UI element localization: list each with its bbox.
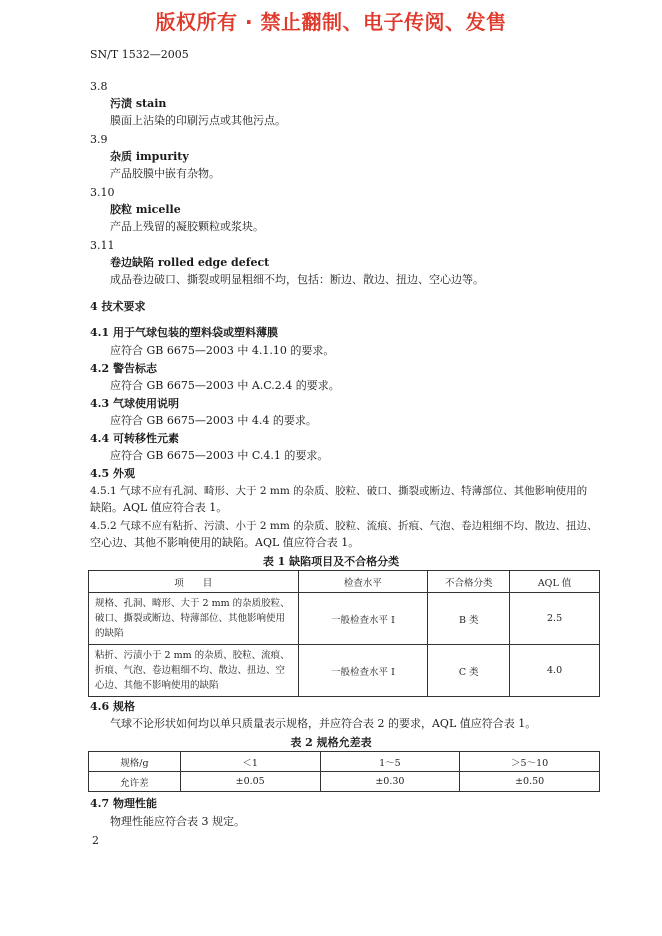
table-cell: 一般检查水平 I — [298, 593, 428, 645]
table2-caption: 表 2 规格允差表 — [290, 736, 372, 749]
term-definition: 产品上残留的凝胶颗粒或浆块。 — [110, 220, 264, 233]
clause-body: 缺陷。AQL 值应符合表 1。 — [90, 501, 228, 514]
term-definition: 膜面上沾染的印刷污点或其他污点。 — [110, 114, 286, 127]
section-heading: 4 技术要求 — [90, 300, 146, 313]
table-cell: B 类 — [428, 593, 510, 645]
table-cell: 2.5 — [510, 593, 600, 645]
term-number: 3.11 — [90, 239, 115, 252]
term-definition: 产品胶膜中嵌有杂物。 — [110, 167, 220, 180]
tolerance-table — [88, 751, 600, 792]
table-row — [89, 772, 600, 792]
table-cell: ±0.30 — [320, 772, 460, 792]
table-cell: 4.0 — [510, 645, 600, 697]
clause-body: 4.5.2 气球不应有粘折、污渍、小于 2 mm 的杂质、胶粒、流痕、折痕、气泡、卷边粗细不均、散边、扭边、 — [90, 520, 598, 532]
table-row — [89, 645, 600, 697]
table-cell: 一般检查水平 I — [298, 645, 428, 697]
table-row — [89, 593, 600, 645]
clause-body: 应符合 GB 6675—2003 中 4.4 的要求。 — [110, 414, 317, 427]
table-cell: 允许差 — [89, 772, 181, 792]
table-cell: 规格、孔洞、畸形、大于 2 mm 的杂质胶粒、破口、撕裂或断边、特薄部位、其他影响使用的缺陷 — [89, 593, 299, 645]
table-cell: ±0.50 — [460, 772, 600, 792]
table-cell: C 类 — [428, 645, 510, 697]
table1-caption: 表 1 缺陷项目及不合格分类 — [262, 555, 400, 568]
term-title: 卷边缺陷 rolled edge defect — [110, 256, 270, 269]
table-header: 规格/g — [89, 752, 181, 772]
term-title: 污渍 stain — [110, 97, 167, 110]
clause-body: 应符合 GB 6675—2003 中 C.4.1 的要求。 — [110, 449, 329, 462]
clause-heading: 4.1 用于气球包装的塑料袋或塑料薄膜 — [90, 326, 278, 339]
table-header: ＞5～10 — [460, 752, 600, 772]
clause-heading: 4.4 可转移性元素 — [90, 432, 179, 445]
clause-body: 气球不论形状如何均以单只质量表示规格，并应符合表 2 的要求，AQL 值应符合表 1。 — [110, 717, 537, 730]
clause-heading: 4.6 规格 — [90, 700, 135, 713]
table-header: 1～5 — [320, 752, 460, 772]
clause-body: 4.5.1 气球不应有孔洞、畸形、大于 2 mm 的杂质、胶粒、破口、撕裂或断边、特薄部位、其他影响使用的 — [90, 485, 588, 497]
table-header: AQL 值 — [510, 571, 600, 593]
term-number: 3.9 — [90, 133, 108, 146]
table-cell: 粘折、污渍小于 2 mm 的杂质、胶粒、流痕、折痕、气泡、卷边粗细不均、散边、扭边、空心边、其他不影响使用的缺陷 — [89, 645, 299, 697]
table-header: 项 目 — [89, 571, 299, 593]
term-title: 杂质 impurity — [110, 150, 189, 163]
copyright-banner: 版权所有 · 禁止翻制、电子传阅、发售 — [155, 10, 507, 34]
clause-body: 应符合 GB 6675—2003 中 A.C.2.4 的要求。 — [110, 379, 340, 392]
term-number: 3.8 — [90, 80, 108, 93]
table-cell: ±0.05 — [180, 772, 320, 792]
table-header: ＜1 — [180, 752, 320, 772]
table-header: 不合格分类 — [428, 571, 510, 593]
standard-number: SN/T 1532—2005 — [90, 48, 189, 61]
table-header: 检查水平 — [298, 571, 428, 593]
clause-body: 空心边、其他不影响使用的缺陷。AQL 值应符合表 1。 — [90, 536, 360, 549]
defect-table — [88, 570, 600, 697]
page-number: 2 — [92, 834, 99, 847]
clause-body: 应符合 GB 6675—2003 中 4.1.10 的要求。 — [110, 344, 335, 357]
clause-heading: 4.3 气球使用说明 — [90, 397, 179, 410]
clause-heading: 4.7 物理性能 — [90, 797, 157, 810]
term-title: 胶粒 micelle — [110, 203, 181, 216]
clause-body: 物理性能应符合表 3 规定。 — [110, 815, 245, 828]
term-number: 3.10 — [90, 186, 115, 199]
clause-heading: 4.2 警告标志 — [90, 362, 157, 375]
clause-heading: 4.5 外观 — [90, 467, 135, 480]
term-definition: 成品卷边破口、撕裂或明显粗细不均，包括：断边、散边、扭边、空心边等。 — [110, 273, 484, 286]
